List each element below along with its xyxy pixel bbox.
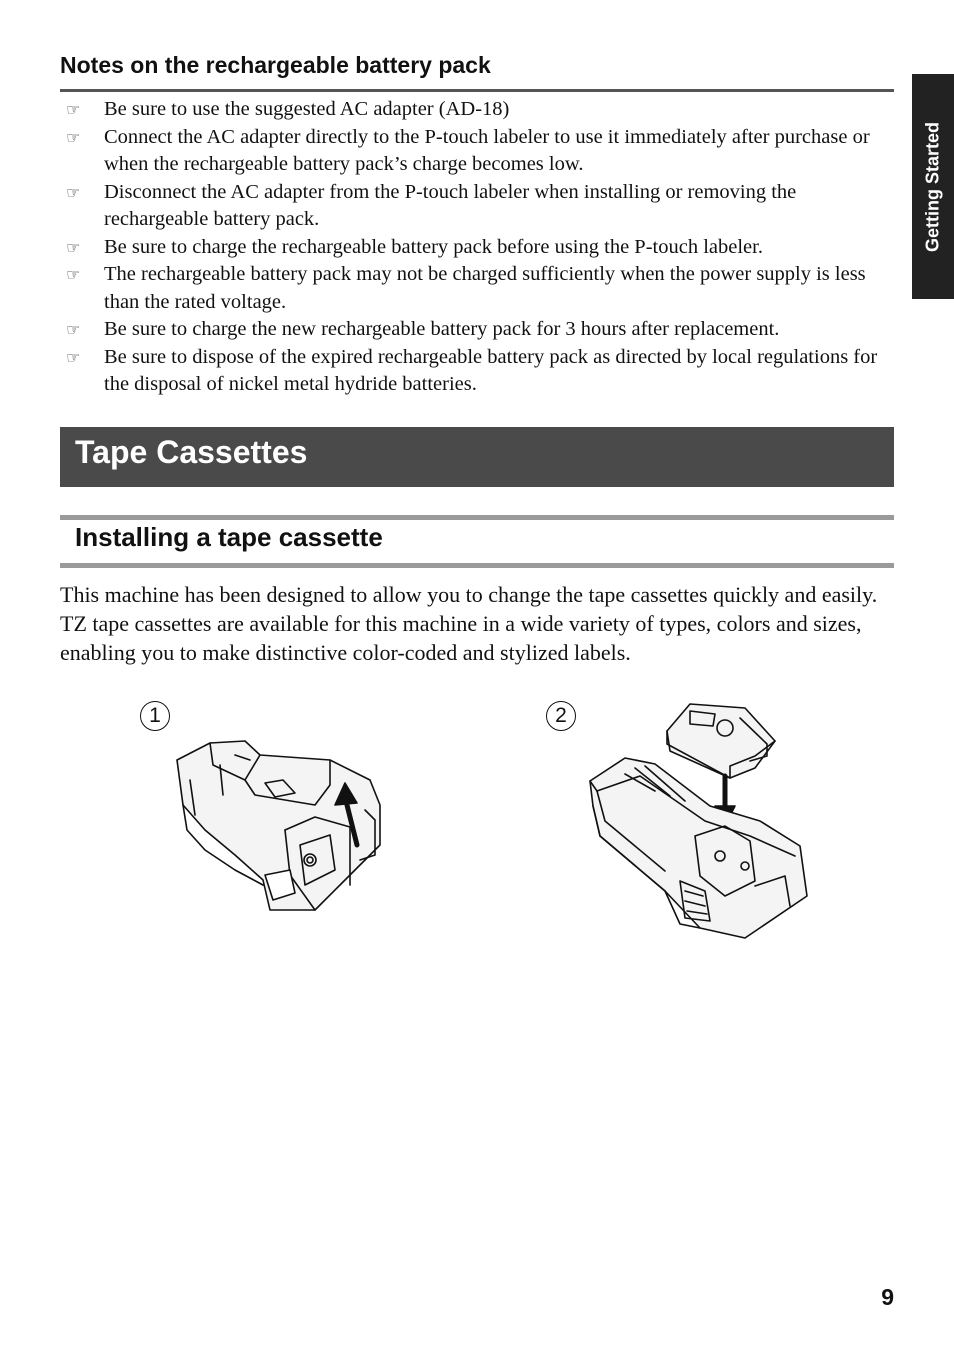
page-number: 9 <box>881 1284 894 1310</box>
note-text: Be sure to use the suggested AC adapter (AD-18) <box>104 98 510 120</box>
note-text: The rechargeable battery pack may not be charged sufficiently when the power supply is less than the rated voltage. <box>104 263 866 313</box>
pointing-hand-icon: ☞ <box>66 127 81 147</box>
pointing-hand-icon: ☞ <box>66 320 81 339</box>
notes-list <box>60 96 894 399</box>
note-text: Disconnect the AC adapter from the P-touch labeler when installing or removing the rechargeable battery pack. <box>104 180 797 230</box>
labeler-cover-open-illustration <box>165 735 405 920</box>
list-item <box>60 96 894 124</box>
list-item <box>60 234 894 262</box>
step-number-1: 1 <box>140 701 170 731</box>
list-item <box>60 316 894 344</box>
list-item <box>60 179 894 234</box>
tape-cassette-insert-illustration <box>585 696 810 944</box>
list-item <box>60 261 894 316</box>
section-title: Tape Cassettes <box>75 434 308 470</box>
pointing-hand-icon: ☞ <box>66 347 81 367</box>
notes-divider <box>60 89 894 92</box>
subsection-rule-bottom <box>60 563 894 568</box>
chapter-side-tab <box>912 74 954 299</box>
note-text: Connect the AC adapter directly to the P-touch labeler to use it immediately after purchase or when the rechargeable battery pack’s charge becomes low. <box>104 125 870 175</box>
list-item <box>60 124 894 179</box>
pointing-hand-icon: ☞ <box>66 265 81 284</box>
section-title-band <box>60 427 894 487</box>
list-item <box>60 344 894 399</box>
pointing-hand-icon: ☞ <box>66 237 81 257</box>
chapter-tab-label: Getting Started <box>922 121 943 252</box>
notes-heading: Notes on the rechargeable battery pack <box>60 52 491 78</box>
body-paragraph: This machine has been designed to allow you to change the tape cassettes quickly and easily. TZ tape cassettes are available for this machine in a wide variety of types, colors and sizes, enabling you to make distinctive color-coded and stylized labels. <box>60 582 878 665</box>
pointing-hand-icon: ☞ <box>66 100 81 119</box>
pointing-hand-icon: ☞ <box>66 182 81 202</box>
note-text: Be sure to charge the new rechargeable battery pack for 3 hours after replacement. <box>104 318 780 340</box>
note-text: Be sure to dispose of the expired rechargeable battery pack as directed by local regulations for the disposal of nickel metal hydride batteries. <box>104 345 878 395</box>
step-number-2: 2 <box>546 701 576 731</box>
subsection-title: Installing a tape cassette <box>75 522 383 552</box>
note-text: Be sure to charge the rechargeable battery pack before using the P-touch labeler. <box>104 235 763 258</box>
subsection-rule-top <box>60 515 894 520</box>
